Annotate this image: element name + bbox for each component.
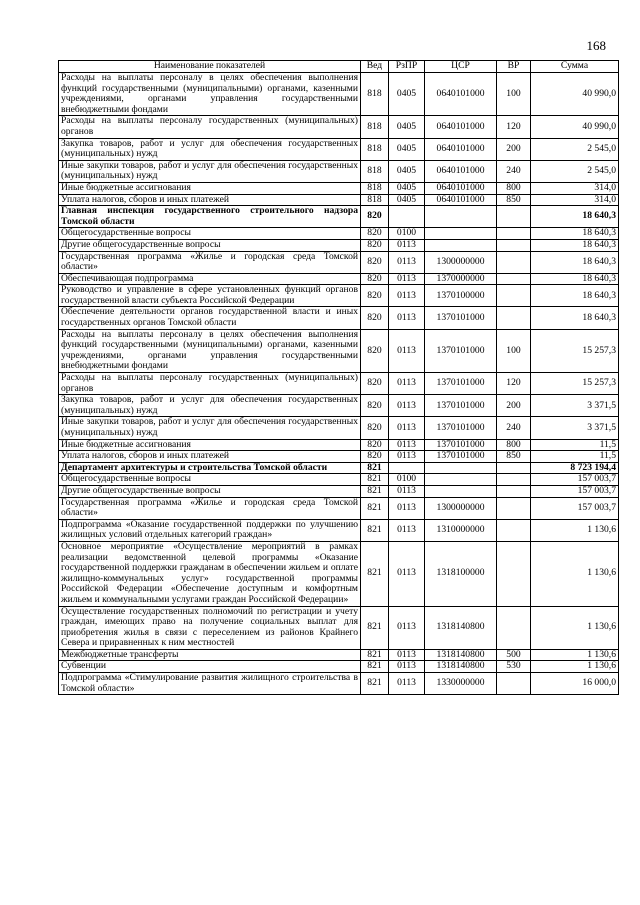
row-sum: 11,5 bbox=[531, 439, 619, 451]
row-vr: 500 bbox=[497, 649, 531, 661]
table-row bbox=[59, 228, 619, 240]
row-sum: 18 640,3 bbox=[531, 285, 619, 307]
row-name: Другие общегосударственные вопросы bbox=[59, 485, 361, 497]
table-row bbox=[59, 73, 619, 116]
row-ved: 821 bbox=[361, 474, 389, 486]
row-ved: 820 bbox=[361, 228, 389, 240]
page-number: 168 bbox=[586, 38, 606, 53]
row-vr bbox=[497, 206, 531, 228]
table-row bbox=[59, 439, 619, 451]
row-vr bbox=[497, 285, 531, 307]
row-name: Государственная программа «Жилье и городская среда Томской области» bbox=[59, 251, 361, 273]
row-ved: 821 bbox=[361, 661, 389, 673]
row-rzpr: 0405 bbox=[389, 160, 425, 182]
row-vr bbox=[497, 497, 531, 519]
row-sum: 1 130,6 bbox=[531, 606, 619, 649]
row-sum: 2 545,0 bbox=[531, 138, 619, 160]
table-row bbox=[59, 673, 619, 695]
row-ved: 820 bbox=[361, 307, 389, 329]
row-name: Руководство и управление в сфере установленных функций органов государственной власти субъекта Российской Федерации bbox=[59, 285, 361, 307]
row-rzpr: 0113 bbox=[389, 329, 425, 372]
row-sum: 40 990,0 bbox=[531, 73, 619, 116]
row-rzpr: 0113 bbox=[389, 395, 425, 417]
row-csr: 1370000000 bbox=[425, 273, 497, 285]
row-vr bbox=[497, 485, 531, 497]
row-csr: 1318100000 bbox=[425, 541, 497, 606]
table-row bbox=[59, 307, 619, 329]
row-sum: 18 640,3 bbox=[531, 239, 619, 251]
row-rzpr: 0405 bbox=[389, 73, 425, 116]
row-sum: 18 640,3 bbox=[531, 206, 619, 228]
row-sum: 11,5 bbox=[531, 451, 619, 463]
row-sum: 15 257,3 bbox=[531, 329, 619, 372]
row-csr: 1370101000 bbox=[425, 329, 497, 372]
row-name: Подпрограмма «Стимулирование развития жилищного строительства в Томской области» bbox=[59, 673, 361, 695]
row-ved: 820 bbox=[361, 373, 389, 395]
row-csr: 1370101000 bbox=[425, 439, 497, 451]
row-name: Закупка товаров, работ и услуг для обеспечения государственных (муниципальных) нужд bbox=[59, 138, 361, 160]
row-sum: 1 130,6 bbox=[531, 649, 619, 661]
row-name: Иные бюджетные ассигнования bbox=[59, 439, 361, 451]
table-row bbox=[59, 373, 619, 395]
header-csr: ЦСР bbox=[425, 61, 497, 73]
row-rzpr: 0113 bbox=[389, 485, 425, 497]
table-row bbox=[59, 485, 619, 497]
row-rzpr: 0100 bbox=[389, 228, 425, 240]
row-ved: 821 bbox=[361, 649, 389, 661]
row-vr: 100 bbox=[497, 329, 531, 372]
row-ved: 821 bbox=[361, 485, 389, 497]
row-sum: 8 723 194,4 bbox=[531, 462, 619, 474]
row-sum: 3 371,5 bbox=[531, 417, 619, 439]
row-vr bbox=[497, 228, 531, 240]
row-rzpr: 0113 bbox=[389, 541, 425, 606]
table-row bbox=[59, 285, 619, 307]
budget-table bbox=[58, 60, 619, 695]
row-ved: 818 bbox=[361, 73, 389, 116]
row-name: Обеспечение деятельности органов государственной власти и иных государственных органов Томской области bbox=[59, 307, 361, 329]
row-rzpr: 0113 bbox=[389, 519, 425, 541]
row-name: Общегосударственные вопросы bbox=[59, 474, 361, 486]
row-name: Расходы на выплаты персоналу государственных (муниципальных) органов bbox=[59, 116, 361, 138]
row-ved: 821 bbox=[361, 462, 389, 474]
row-rzpr: 0100 bbox=[389, 474, 425, 486]
row-ved: 818 bbox=[361, 160, 389, 182]
row-csr: 1370101000 bbox=[425, 373, 497, 395]
row-sum: 40 990,0 bbox=[531, 116, 619, 138]
row-name: Департамент архитектуры и строительства Томской области bbox=[59, 462, 361, 474]
row-ved: 818 bbox=[361, 138, 389, 160]
row-vr: 530 bbox=[497, 661, 531, 673]
row-sum: 157 003,7 bbox=[531, 497, 619, 519]
row-ved: 821 bbox=[361, 673, 389, 695]
row-sum: 1 130,6 bbox=[531, 541, 619, 606]
row-vr bbox=[497, 474, 531, 486]
row-rzpr: 0113 bbox=[389, 673, 425, 695]
row-name: Другие общегосударственные вопросы bbox=[59, 239, 361, 251]
row-sum: 15 257,3 bbox=[531, 373, 619, 395]
table-row bbox=[59, 138, 619, 160]
row-sum: 3 371,5 bbox=[531, 395, 619, 417]
row-ved: 820 bbox=[361, 395, 389, 417]
table-row bbox=[59, 160, 619, 182]
table-row bbox=[59, 541, 619, 606]
row-ved: 820 bbox=[361, 251, 389, 273]
header-sum: Сумма bbox=[531, 61, 619, 73]
header-rzpr: РзПР bbox=[389, 61, 425, 73]
row-ved: 818 bbox=[361, 194, 389, 206]
row-vr: 240 bbox=[497, 160, 531, 182]
row-sum: 16 000,0 bbox=[531, 673, 619, 695]
table-row bbox=[59, 417, 619, 439]
row-vr bbox=[497, 307, 531, 329]
row-vr bbox=[497, 606, 531, 649]
table-body bbox=[59, 73, 619, 695]
row-csr bbox=[425, 462, 497, 474]
row-rzpr: 0113 bbox=[389, 661, 425, 673]
table-row bbox=[59, 606, 619, 649]
row-csr: 1370101000 bbox=[425, 417, 497, 439]
row-name: Закупка товаров, работ и услуг для обеспечения государственных (муниципальных) нужд bbox=[59, 395, 361, 417]
row-rzpr: 0113 bbox=[389, 451, 425, 463]
row-csr: 1318140800 bbox=[425, 649, 497, 661]
row-vr: 800 bbox=[497, 182, 531, 194]
row-sum: 18 640,3 bbox=[531, 228, 619, 240]
row-rzpr: 0113 bbox=[389, 606, 425, 649]
row-csr bbox=[425, 485, 497, 497]
row-rzpr bbox=[389, 206, 425, 228]
row-rzpr: 0113 bbox=[389, 497, 425, 519]
row-csr bbox=[425, 228, 497, 240]
table-row bbox=[59, 474, 619, 486]
row-ved: 820 bbox=[361, 451, 389, 463]
row-name: Основное мероприятие «Осуществление мероприятий в рамках реализации ведомственной целевой программы «Оказание государственной поддержки гражданам в обеспечении жильем и оплате жилищно-коммунальных услуг» государственной программы Российской Федерации «Обеспечение доступным и комфортным жильем и коммунальными услугами граждан Российской Федерации» bbox=[59, 541, 361, 606]
row-vr: 120 bbox=[497, 373, 531, 395]
row-vr: 200 bbox=[497, 395, 531, 417]
row-vr: 120 bbox=[497, 116, 531, 138]
row-rzpr: 0113 bbox=[389, 649, 425, 661]
row-csr bbox=[425, 239, 497, 251]
row-rzpr: 0113 bbox=[389, 373, 425, 395]
row-vr: 200 bbox=[497, 138, 531, 160]
row-csr: 1310000000 bbox=[425, 519, 497, 541]
row-rzpr: 0113 bbox=[389, 307, 425, 329]
row-sum: 314,0 bbox=[531, 182, 619, 194]
row-ved: 820 bbox=[361, 285, 389, 307]
row-csr: 1370100000 bbox=[425, 285, 497, 307]
row-name: Обеспечивающая подпрограмма bbox=[59, 273, 361, 285]
row-csr: 0640101000 bbox=[425, 160, 497, 182]
row-ved: 818 bbox=[361, 182, 389, 194]
row-name: Межбюджетные трансферты bbox=[59, 649, 361, 661]
row-vr bbox=[497, 673, 531, 695]
row-name: Государственная программа «Жилье и городская среда Томской области» bbox=[59, 497, 361, 519]
table-row bbox=[59, 273, 619, 285]
row-sum: 18 640,3 bbox=[531, 251, 619, 273]
row-rzpr: 0113 bbox=[389, 273, 425, 285]
row-vr bbox=[497, 519, 531, 541]
row-ved: 820 bbox=[361, 273, 389, 285]
table-row bbox=[59, 116, 619, 138]
row-vr: 100 bbox=[497, 73, 531, 116]
row-vr bbox=[497, 541, 531, 606]
row-rzpr: 0113 bbox=[389, 417, 425, 439]
row-ved: 821 bbox=[361, 497, 389, 519]
row-ved: 818 bbox=[361, 116, 389, 138]
row-vr bbox=[497, 239, 531, 251]
row-name: Расходы на выплаты персоналу в целях обеспечения выполнения функций государственными (муниципальными) органами, казенными учреждениями, органами управления государственными внебюджетными фондами bbox=[59, 329, 361, 372]
table-row bbox=[59, 194, 619, 206]
row-csr: 1330000000 bbox=[425, 673, 497, 695]
row-rzpr: 0113 bbox=[389, 439, 425, 451]
row-csr: 1370101000 bbox=[425, 451, 497, 463]
row-csr: 0640101000 bbox=[425, 116, 497, 138]
row-sum: 1 130,6 bbox=[531, 661, 619, 673]
row-rzpr: 0405 bbox=[389, 138, 425, 160]
row-csr: 0640101000 bbox=[425, 182, 497, 194]
table-row bbox=[59, 519, 619, 541]
row-ved: 820 bbox=[361, 239, 389, 251]
row-csr: 1370101000 bbox=[425, 307, 497, 329]
table-row bbox=[59, 649, 619, 661]
row-name: Расходы на выплаты персоналу государственных (муниципальных) органов bbox=[59, 373, 361, 395]
row-csr: 1300000000 bbox=[425, 251, 497, 273]
row-ved: 821 bbox=[361, 606, 389, 649]
row-sum: 157 003,7 bbox=[531, 474, 619, 486]
row-csr bbox=[425, 474, 497, 486]
row-sum: 18 640,3 bbox=[531, 273, 619, 285]
row-vr: 850 bbox=[497, 451, 531, 463]
table-row bbox=[59, 329, 619, 372]
row-csr: 1370101000 bbox=[425, 395, 497, 417]
row-name: Иные бюджетные ассигнования bbox=[59, 182, 361, 194]
row-csr: 1300000000 bbox=[425, 497, 497, 519]
row-ved: 821 bbox=[361, 519, 389, 541]
table-row bbox=[59, 239, 619, 251]
row-csr: 0640101000 bbox=[425, 73, 497, 116]
row-ved: 820 bbox=[361, 329, 389, 372]
row-ved: 821 bbox=[361, 541, 389, 606]
table-row bbox=[59, 661, 619, 673]
row-sum: 1 130,6 bbox=[531, 519, 619, 541]
table-row bbox=[59, 462, 619, 474]
table-header-row bbox=[59, 61, 619, 73]
table-row bbox=[59, 395, 619, 417]
header-ved: Вед bbox=[361, 61, 389, 73]
row-rzpr: 0405 bbox=[389, 116, 425, 138]
row-csr bbox=[425, 206, 497, 228]
row-rzpr: 0113 bbox=[389, 239, 425, 251]
row-name: Общегосударственные вопросы bbox=[59, 228, 361, 240]
row-name: Уплата налогов, сборов и иных платежей bbox=[59, 194, 361, 206]
row-vr bbox=[497, 273, 531, 285]
row-sum: 157 003,7 bbox=[531, 485, 619, 497]
row-name: Иные закупки товаров, работ и услуг для обеспечения государственных (муниципальных) нужд bbox=[59, 417, 361, 439]
row-csr: 0640101000 bbox=[425, 138, 497, 160]
row-sum: 2 545,0 bbox=[531, 160, 619, 182]
row-vr bbox=[497, 251, 531, 273]
table-row bbox=[59, 206, 619, 228]
row-name: Осуществление государственных полномочий по регистрации и учету граждан, имеющих право на получение социальных выплат для приобретения жилья в связи с переселением из районов Крайнего Севера и приравненных к ним местностей bbox=[59, 606, 361, 649]
row-vr bbox=[497, 462, 531, 474]
header-name: Наименование показателей bbox=[59, 61, 361, 73]
row-vr: 240 bbox=[497, 417, 531, 439]
header-vr: ВР bbox=[497, 61, 531, 73]
row-name: Уплата налогов, сборов и иных платежей bbox=[59, 451, 361, 463]
row-csr: 0640101000 bbox=[425, 194, 497, 206]
row-sum: 18 640,3 bbox=[531, 307, 619, 329]
row-name: Подпрограмма «Оказание государственной поддержки по улучшению жилищных условий отдельных категорий граждан» bbox=[59, 519, 361, 541]
row-name: Субвенции bbox=[59, 661, 361, 673]
row-rzpr: 0405 bbox=[389, 182, 425, 194]
table-row bbox=[59, 251, 619, 273]
row-csr: 1318140800 bbox=[425, 606, 497, 649]
row-ved: 820 bbox=[361, 417, 389, 439]
table-row bbox=[59, 497, 619, 519]
row-rzpr: 0113 bbox=[389, 285, 425, 307]
row-csr: 1318140800 bbox=[425, 661, 497, 673]
row-vr: 850 bbox=[497, 194, 531, 206]
row-name: Иные закупки товаров, работ и услуг для обеспечения государственных (муниципальных) нужд bbox=[59, 160, 361, 182]
row-rzpr bbox=[389, 462, 425, 474]
row-rzpr: 0405 bbox=[389, 194, 425, 206]
row-name: Расходы на выплаты персоналу в целях обеспечения выполнения функций государственными (муниципальными) органами, казенными учреждениями, органами управления государственными внебюджетными фондами bbox=[59, 73, 361, 116]
table-row bbox=[59, 451, 619, 463]
row-vr: 800 bbox=[497, 439, 531, 451]
row-ved: 820 bbox=[361, 439, 389, 451]
row-ved: 820 bbox=[361, 206, 389, 228]
row-sum: 314,0 bbox=[531, 194, 619, 206]
row-name: Главная инспекция государственного строительного надзора Томской области bbox=[59, 206, 361, 228]
row-rzpr: 0113 bbox=[389, 251, 425, 273]
table-row bbox=[59, 182, 619, 194]
